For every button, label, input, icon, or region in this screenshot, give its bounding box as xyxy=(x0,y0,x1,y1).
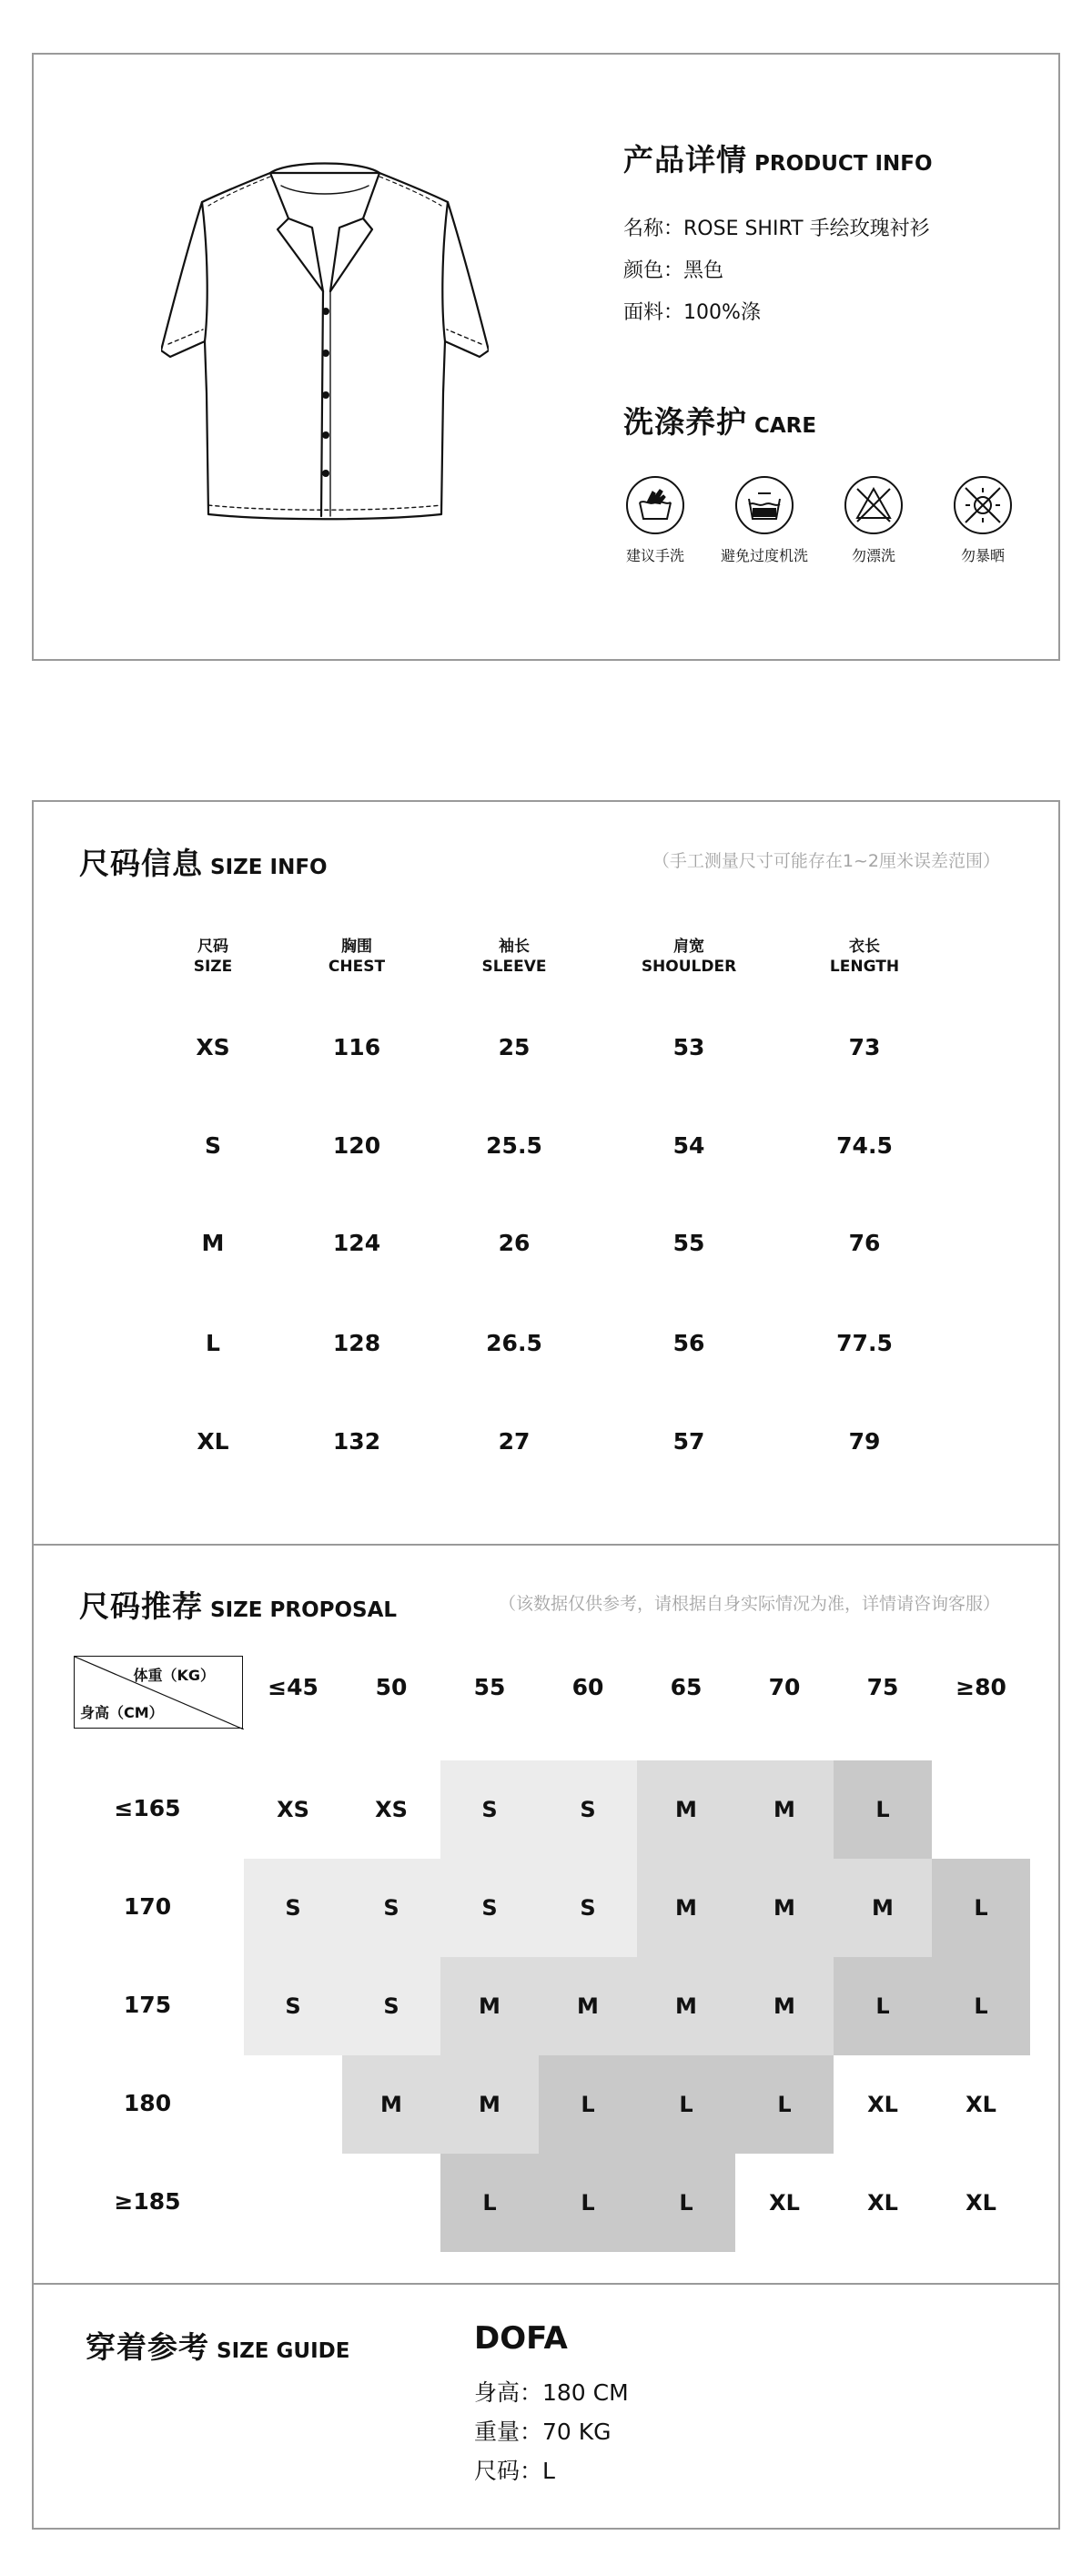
recommended-size-cell: XS xyxy=(342,1760,440,1859)
recommended-size-cell: L xyxy=(834,1760,932,1859)
size-col-header-en: SIZE xyxy=(193,958,233,976)
recommended-size-cell: XL xyxy=(735,2154,834,2252)
recommended-size-cell: L xyxy=(440,2154,539,2252)
sleeve-col-header-en: SLEEVE xyxy=(481,958,547,976)
recommended-size-cell: M xyxy=(440,2055,539,2154)
recommended-size-cell: M xyxy=(735,1859,834,1957)
weight-label: 体重（KG） xyxy=(133,1667,215,1684)
weight-header: ≥80 xyxy=(956,1674,1006,1700)
recommended-size-cell: XL xyxy=(834,2055,932,2154)
no-bleach-icon xyxy=(844,475,904,535)
height-header: 175 xyxy=(123,1992,172,2018)
shoulder-col-header-en: SHOULDER xyxy=(641,958,737,976)
weight-height-corner-cell xyxy=(74,1656,243,1729)
recommended-size-cell: M xyxy=(440,1957,539,2055)
shoulder-col-header xyxy=(625,937,753,977)
recommended-size-cell: L xyxy=(637,2154,735,2252)
weight-header: 55 xyxy=(473,1674,506,1700)
product-info-heading xyxy=(623,137,933,179)
recommended-size-cell: M xyxy=(834,1859,932,1957)
size-cell-sleeve: 27 xyxy=(498,1428,531,1455)
length-col-header xyxy=(801,937,928,977)
size-panel xyxy=(32,800,1060,2530)
recommended-size-cell: L xyxy=(539,2055,637,2154)
size-info-note: （手工测量尺寸可能存在1~2厘米误差范围） xyxy=(652,851,1000,871)
size-cell-chest: 128 xyxy=(332,1330,381,1356)
size-cell-length: 77.5 xyxy=(836,1330,893,1356)
recommended-size-cell: S xyxy=(244,1957,342,2055)
size-cell-chest: 124 xyxy=(332,1230,381,1256)
size-cell-length: 79 xyxy=(848,1428,881,1455)
recommended-size-cell: M xyxy=(637,1957,735,2055)
size-cell-size: M xyxy=(201,1230,225,1256)
chest-col-header xyxy=(293,937,420,977)
size-cell-length: 74.5 xyxy=(836,1132,893,1159)
product-info-title-cn: 产品详情 xyxy=(623,142,747,177)
size-cell-length: 76 xyxy=(848,1230,881,1256)
size-guide-heading xyxy=(86,2324,349,2367)
size-proposal-title-en: SIZE PROPOSAL xyxy=(210,1598,398,1622)
recommended-size-cell: S xyxy=(539,1859,637,1957)
recommended-size-cell: S xyxy=(244,1859,342,1957)
recommended-size-cell: L xyxy=(932,1957,1030,2055)
care-label-no-sun: 勿暴晒 xyxy=(960,547,1005,564)
height-label: 身高（CM） xyxy=(80,1704,164,1721)
size-info-title-cn: 尺码信息 xyxy=(79,846,203,881)
section-divider xyxy=(34,1544,1058,1546)
size-cell-sleeve: 25.5 xyxy=(486,1132,542,1159)
recommended-size-cell: XL xyxy=(932,2154,1030,2252)
recommended-size-cell: L xyxy=(932,1859,1030,1957)
size-cell-sleeve: 26.5 xyxy=(486,1330,542,1356)
size-cell-sleeve: 25 xyxy=(498,1034,531,1060)
size-guide-title-cn: 穿着参考 xyxy=(86,2329,209,2365)
recommended-size-cell: S xyxy=(440,1859,539,1957)
size-guide-title-en: SIZE GUIDE xyxy=(217,2339,350,2363)
size-cell-shoulder: 56 xyxy=(672,1330,705,1356)
model-name: DOFA xyxy=(474,2320,568,2357)
sleeve-col-header-cn: 袖长 xyxy=(499,938,530,956)
recommended-size-cell: XL xyxy=(834,2154,932,2252)
no-machine-wash-icon xyxy=(734,475,794,535)
shoulder-col-header-cn: 肩宽 xyxy=(673,938,704,956)
height-header: ≥185 xyxy=(114,2188,181,2215)
weight-header: 70 xyxy=(768,1674,801,1700)
product-color: 颜色：黑色 xyxy=(623,259,724,282)
length-col-header-en: LENGTH xyxy=(829,958,900,976)
sleeve-col-header xyxy=(450,937,578,977)
recommended-size-cell: S xyxy=(539,1760,637,1859)
care-title-cn: 洗涤养护 xyxy=(623,404,747,440)
size-cell-size: XL xyxy=(197,1428,229,1455)
height-header: 170 xyxy=(123,1893,172,1920)
size-cell-shoulder: 54 xyxy=(672,1132,705,1159)
size-proposal-note: （该数据仅供参考，请根据自身实际情况为准，详情请咨询客服） xyxy=(498,1594,1000,1614)
size-cell-shoulder: 57 xyxy=(672,1428,705,1455)
model-size: 尺码：L xyxy=(474,2458,555,2484)
shirt-illustration xyxy=(161,155,489,583)
recommended-size-cell: S xyxy=(440,1760,539,1859)
weight-header: ≤45 xyxy=(268,1674,318,1700)
weight-header: 75 xyxy=(866,1674,899,1700)
product-info-title-en: PRODUCT INFO xyxy=(754,152,933,176)
product-info-panel xyxy=(32,53,1060,661)
size-info-title-en: SIZE INFO xyxy=(210,856,328,879)
recommended-size-cell: M xyxy=(637,1760,735,1859)
recommended-size-cell: L xyxy=(735,2055,834,2154)
height-header: ≤165 xyxy=(114,1795,181,1821)
care-label-no-machine-wash: 避免过度机洗 xyxy=(720,547,808,564)
weight-header: 50 xyxy=(375,1674,408,1700)
recommended-size-cell: XL xyxy=(932,2055,1030,2154)
size-cell-size: L xyxy=(206,1330,220,1356)
model-height: 身高：180 CM xyxy=(474,2379,629,2406)
no-sun-icon xyxy=(953,475,1013,535)
recommended-size-cell: M xyxy=(735,1957,834,2055)
hand-wash-icon xyxy=(625,475,685,535)
recommended-size-cell: M xyxy=(342,2055,440,2154)
recommended-size-cell: S xyxy=(342,1859,440,1957)
size-col-header xyxy=(149,937,277,977)
size-cell-shoulder: 55 xyxy=(672,1230,705,1256)
size-proposal-heading xyxy=(79,1583,397,1626)
weight-header: 65 xyxy=(670,1674,703,1700)
recommended-size-cell: M xyxy=(539,1957,637,2055)
care-label-hand-wash: 建议手洗 xyxy=(625,547,684,564)
size-cell-chest: 116 xyxy=(332,1034,381,1060)
size-col-header-cn: 尺码 xyxy=(197,938,228,956)
care-item-no-sun xyxy=(915,475,1051,565)
product-name: 名称：ROSE SHIRT 手绘玫瑰衬衫 xyxy=(623,218,930,240)
chest-col-header-cn: 胸围 xyxy=(341,938,372,956)
recommended-size-cell: M xyxy=(637,1859,735,1957)
recommended-size-cell: M xyxy=(735,1760,834,1859)
recommended-size-cell: S xyxy=(342,1957,440,2055)
product-fabric: 面料：100%涤 xyxy=(623,301,761,324)
care-label-no-bleach: 勿漂洗 xyxy=(851,547,895,564)
size-cell-size: XS xyxy=(196,1034,230,1060)
section-divider xyxy=(34,2283,1058,2285)
length-col-header-cn: 衣长 xyxy=(849,938,880,956)
chest-col-header-en: CHEST xyxy=(328,958,386,976)
size-cell-chest: 120 xyxy=(332,1132,381,1159)
model-weight: 重量：70 KG xyxy=(474,2419,612,2445)
size-cell-chest: 132 xyxy=(332,1428,381,1455)
size-cell-length: 73 xyxy=(848,1034,881,1060)
recommended-size-cell: L xyxy=(539,2154,637,2252)
weight-header: 60 xyxy=(571,1674,604,1700)
height-header: 180 xyxy=(123,2090,172,2116)
size-cell-size: S xyxy=(204,1132,221,1159)
size-info-heading xyxy=(79,840,328,883)
size-proposal-title-cn: 尺码推荐 xyxy=(79,1588,203,1624)
care-title-en: CARE xyxy=(754,414,817,438)
recommended-size-cell: L xyxy=(637,2055,735,2154)
size-cell-shoulder: 53 xyxy=(672,1034,705,1060)
care-heading xyxy=(623,399,816,441)
recommended-size-cell: L xyxy=(834,1957,932,2055)
size-cell-sleeve: 26 xyxy=(498,1230,531,1256)
recommended-size-cell: XS xyxy=(244,1760,342,1859)
